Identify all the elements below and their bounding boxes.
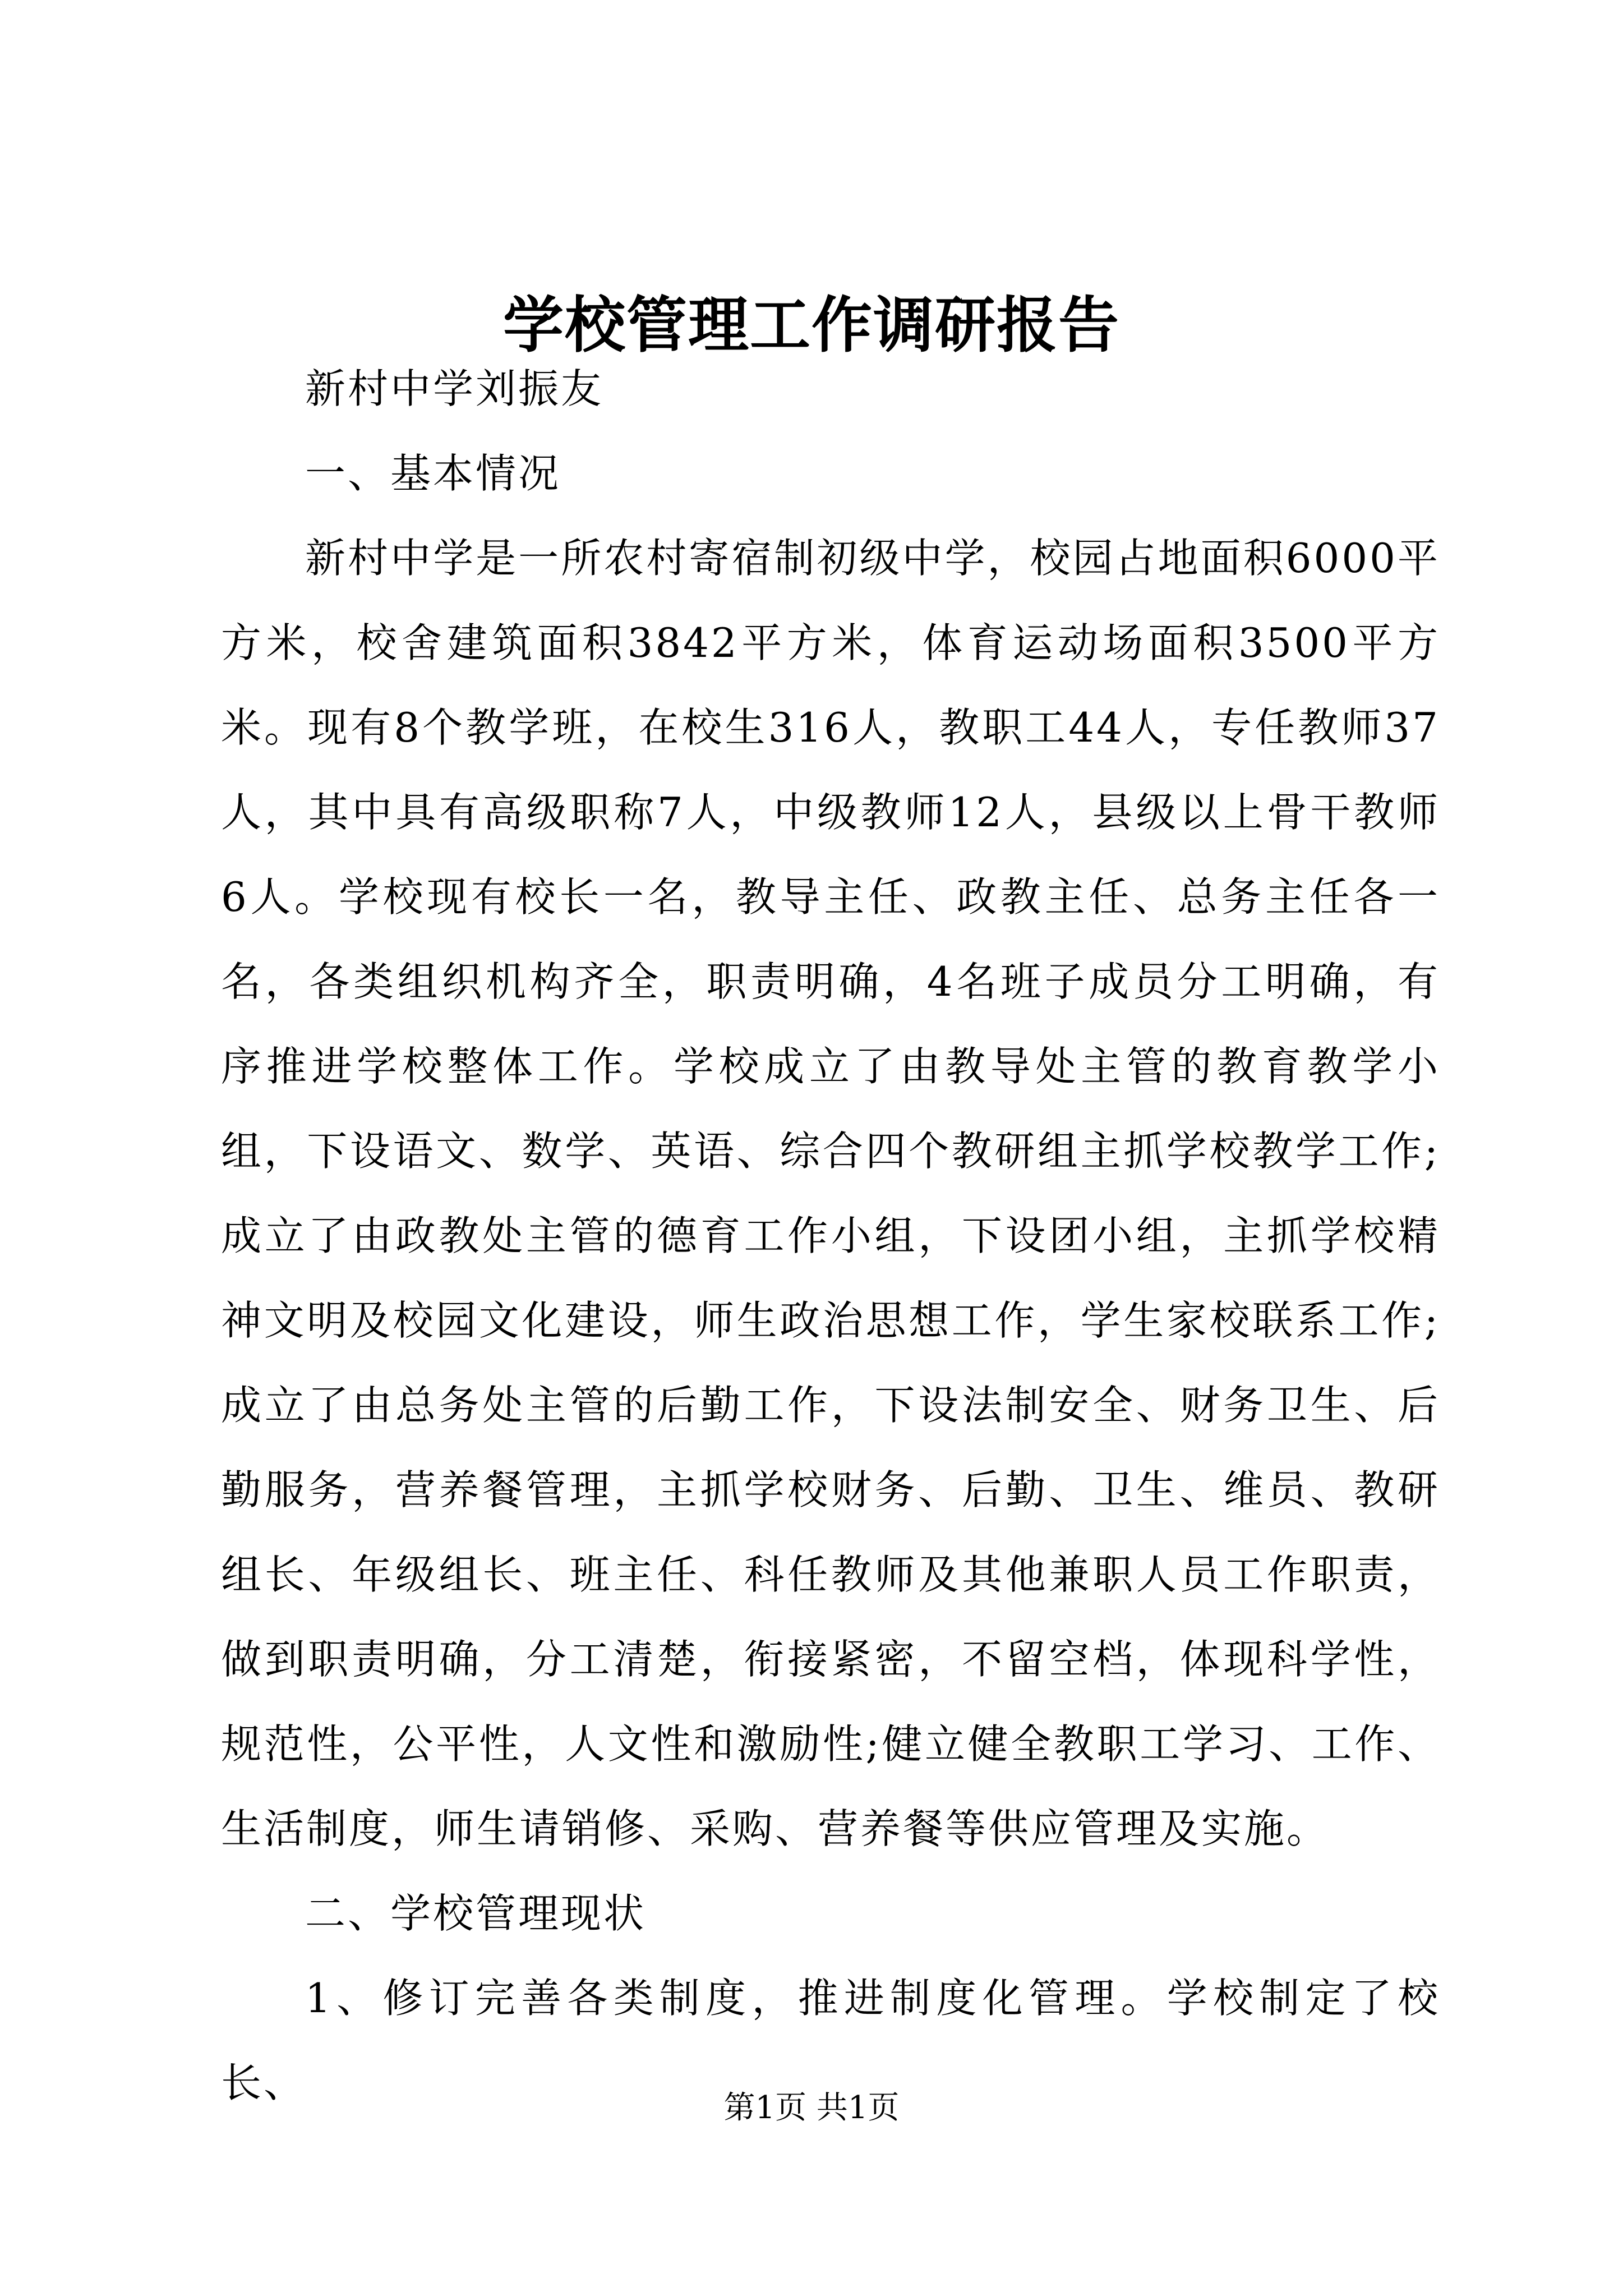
author-line: 新村中学刘振友 [305, 365, 604, 412]
document-body [221, 347, 1440, 2125]
document-title: 学校管理工作调研报告 [502, 290, 1120, 361]
page-footer: 第1页 共1页 [723, 2090, 900, 2126]
section-heading-basic-info: 一、基本情况 [305, 450, 561, 497]
paragraph-management-item-1: 1、修订完善各类制度，推进制度化管理。学校制定了校长、 [221, 1975, 1440, 2106]
section-heading-management-status: 二、学校管理现状 [305, 1890, 647, 1937]
paragraph-basic-info: 新村中学是一所农村寄宿制初级中学，校园占地面积6000平方米，校舍建筑面积3842平方米，体育运动场面积3500平方米。现有8个教学班，在校生316人，教职工44人，专任教师37人，其中具有高级职称7人，中级教师12人，县级以上骨干教师6人。学校现有校长一名，教导主任、政教主任、总务主任各一名，各类组织机构齐全，职责明确，4名班子成员分工明确，有序推进学校整体工作。学校成立了由教导处主管的教育教学小组，下设语文、数学、英语、综合四个教研组主抓学校教学工作;成立了由政教处主管的德育工作小组，下设团小组，主抓学校精神文明及校园文化建设，师生政治思想工作，学生家校联系工作;成立了由总务处主管的后勤工作，下设法制安全、财务卫生、后勤服务，营养餐管理，主抓学校财务、后勤、卫生、维员、教研组长、年级组长、班主任、科任教师及其他兼职人员工作职责，做到职责明确，分工清楚，衔接紧密，不留空档，体现科学性，规范性，公平性，人文性和激励性;健立健全教职工学习、工作、生活制度，师生请销修、采购、营养餐等供应管理及实施。 [221, 535, 1440, 1852]
